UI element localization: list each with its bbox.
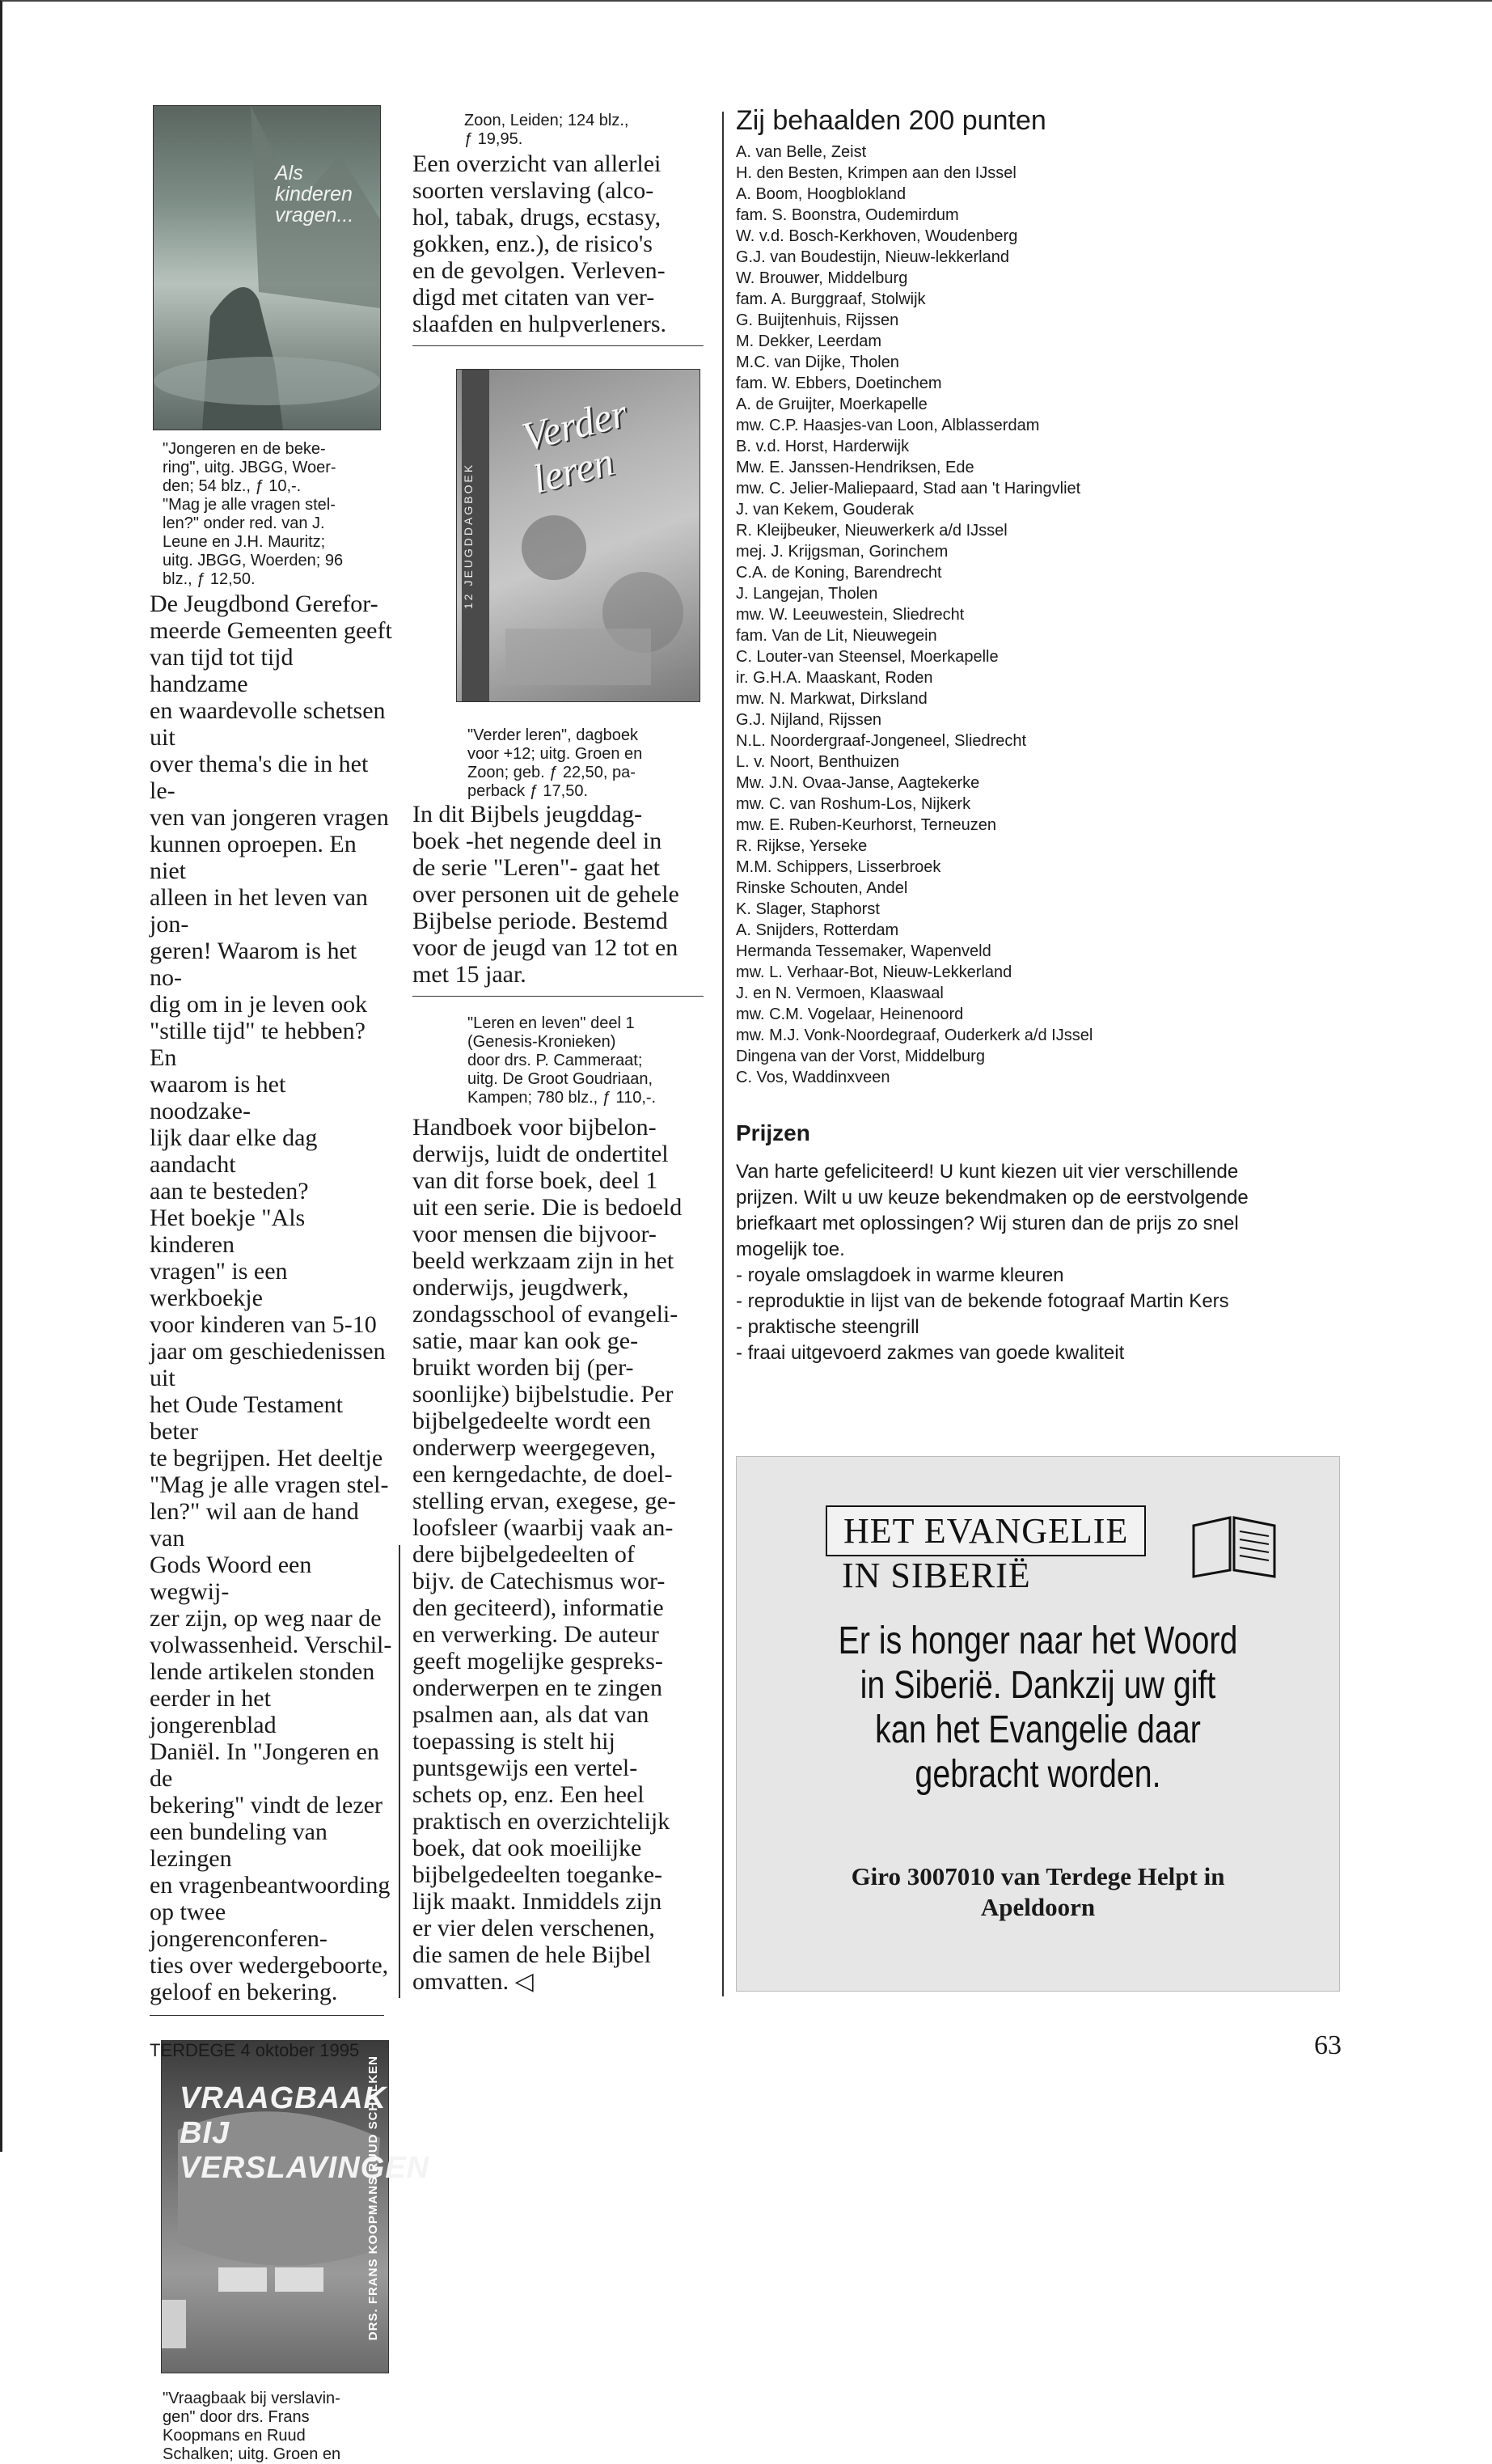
text-line: de serie "Leren"- gaat het bbox=[412, 854, 660, 881]
text-line: "stille tijd" te hebben? En bbox=[150, 1018, 366, 1071]
text-line: schets op, enz. Een heel bbox=[412, 1781, 645, 1808]
text-line: mw. C.P. Haasjes-van Loon, Alblasserdam bbox=[736, 417, 1040, 434]
caption-line: "Mag je alle vragen stel- bbox=[163, 496, 336, 514]
text-line: hol, tabak, drugs, ecstasy, bbox=[412, 204, 661, 231]
text-line: De Jeugdbond Gerefor- bbox=[150, 591, 378, 617]
column-2 bbox=[412, 112, 704, 1995]
text-line: slaafden en hulpverleners. bbox=[412, 311, 667, 337]
text-line: mw. C.M. Vogelaar, Heinenoord bbox=[736, 1005, 964, 1023]
top-caption bbox=[464, 112, 704, 149]
text-line: C.A. de Koning, Barendrecht bbox=[736, 564, 942, 582]
ad-main-text bbox=[791, 1619, 1285, 1797]
book-cover-als-kinderen-vragen bbox=[153, 105, 381, 430]
text-line: J. Langejan, Tholen bbox=[736, 585, 878, 603]
caption-line: uitg. De Groot Goudriaan, bbox=[467, 1070, 653, 1088]
article-body-2c bbox=[412, 1114, 704, 1995]
text-line: mogelijk toe. bbox=[736, 1238, 845, 1260]
caption-line: den; 54 blz., ƒ 10,-. bbox=[163, 477, 302, 495]
ad-headline-line1: HET EVANGELIE bbox=[826, 1505, 1146, 1556]
text-line: met 15 jaar. bbox=[412, 961, 526, 988]
text-line: een bundeling van lezingen bbox=[150, 1818, 328, 1872]
text-line: - royale omslagdoek in warme kleuren bbox=[736, 1264, 1064, 1286]
book-cover-verder-leren bbox=[456, 369, 700, 702]
article-body-1 bbox=[150, 591, 392, 2005]
text-line: over personen uit de gehele bbox=[412, 881, 679, 908]
text-line: het Oude Testament beter bbox=[150, 1391, 343, 1445]
ad-headline-line2: IN SIBERIË bbox=[842, 1556, 1031, 1595]
text-line: digd met citaten van ver- bbox=[412, 284, 655, 311]
text-line: A. Boom, Hoogblokland bbox=[736, 185, 907, 203]
text-line: geren! Waarom is het no- bbox=[150, 938, 357, 991]
text-line: len?" wil aan de hand van bbox=[150, 1498, 359, 1552]
text-line: geeft mogelijke gespreks- bbox=[412, 1648, 663, 1674]
text-line: van tijd tot tijd handzame bbox=[150, 644, 294, 697]
cover-series-label: 12 JEUGDDAGBOEK bbox=[462, 370, 489, 701]
text-line: - praktische steengrill bbox=[736, 1316, 919, 1338]
ad-main-line: kan het Evangelie daar bbox=[875, 1708, 1201, 1751]
ad-giro-line: Apeldoorn bbox=[980, 1893, 1096, 1921]
text-line: mw. W. Leeuwestein, Sliedrecht bbox=[736, 606, 965, 624]
text-line: mw. N. Markwat, Dirksland bbox=[736, 690, 928, 708]
caption-line: "Jongeren en de beke- bbox=[163, 440, 326, 458]
footer-publication: TERDEGE 4 oktober 1995 bbox=[150, 2040, 360, 2060]
caption-line: gen" door drs. Frans bbox=[163, 2408, 310, 2426]
cover-caption-verder bbox=[467, 726, 704, 801]
text-line: er vier delen verschenen, bbox=[412, 1915, 655, 1941]
winners-heading: Zij behaalden 200 punten bbox=[736, 105, 1046, 136]
text-line: loofsleer (waarbij vaak an- bbox=[412, 1514, 674, 1541]
cover-title: VRAAGBAAK BIJ VERSLAVINGEN bbox=[180, 2081, 430, 2185]
text-line: prijzen. Wilt u uw keuze bekendmaken op de eerstvolgende bbox=[736, 1187, 1249, 1209]
text-line: toepassing is stelt hij bbox=[412, 1728, 615, 1755]
article-body-2a bbox=[412, 150, 704, 337]
text-line: voor mensen die bijvoor- bbox=[412, 1221, 657, 1247]
text-line: kunnen oproepen. En niet bbox=[150, 831, 357, 884]
text-line: zondagsschool of evangeli- bbox=[412, 1301, 678, 1327]
caption-line: "Vraagbaak bij verslavin- bbox=[163, 2390, 340, 2407]
text-line: mw. E. Ruben-Keurhorst, Terneuzen bbox=[736, 816, 997, 834]
text-line: M. Dekker, Leerdam bbox=[736, 332, 882, 350]
text-line: onderwijs, jeugdwerk, bbox=[412, 1274, 629, 1301]
text-line: W. v.d. Bosch-Kerkhoven, Woudenberg bbox=[736, 227, 1018, 245]
text-line: bruikt worden bij (per- bbox=[412, 1354, 634, 1381]
cover-authors: DRS. FRANS KOOPMANS RUUD SCHALKEN bbox=[366, 2055, 380, 2340]
text-line: bekering" vindt de lezer bbox=[150, 1792, 383, 1818]
text-line: Bijbelse periode. Bestemd bbox=[412, 908, 668, 934]
text-line: mw. C. van Roshum-Los, Nijkerk bbox=[736, 795, 971, 813]
text-line: en vragenbeantwoording bbox=[150, 1872, 391, 1899]
text-line: Rinske Schouten, Andel bbox=[736, 879, 908, 897]
caption-line: ƒ 19,95. bbox=[464, 130, 523, 148]
prizes-heading: Prijzen bbox=[736, 1120, 810, 1145]
text-line: J. en N. Vermoen, Klaaswaal bbox=[736, 984, 944, 1002]
text-line: L. v. Noort, Benthuizen bbox=[736, 753, 899, 771]
open-book-icon bbox=[1190, 1514, 1279, 1578]
text-line: J. van Kekem, Gouderak bbox=[736, 501, 915, 519]
text-line: fam. A. Burggraaf, Stolwijk bbox=[736, 290, 926, 308]
caption-line: blz., ƒ 12,50. bbox=[163, 570, 256, 588]
text-line: zer zijn, op weg naar de bbox=[150, 1605, 382, 1632]
text-line: R. Kleijbeuker, Nieuwerkerk a/d IJssel bbox=[736, 522, 1008, 540]
text-line: bijv. de Catechismus wor- bbox=[412, 1568, 666, 1594]
cover-title: Als kinderen vragen... bbox=[275, 162, 354, 227]
text-line: derwijs, luidt de ondertitel bbox=[412, 1141, 669, 1167]
caption-line: Zoon, Leiden; 124 blz., bbox=[464, 112, 629, 129]
caption-line: Zoon; geb. ƒ 22,50, pa- bbox=[467, 764, 636, 781]
caption-line: voor +12; uitg. Groen en bbox=[467, 745, 643, 763]
text-line: voor de jeugd van 12 tot en bbox=[412, 934, 678, 961]
text-line: A. van Belle, Zeist bbox=[736, 143, 867, 161]
text-line: K. Slager, Staphorst bbox=[736, 900, 880, 918]
text-line: G.J. Nijland, Rijssen bbox=[736, 711, 882, 729]
book-cover-vraagbaak bbox=[161, 2040, 430, 2373]
text-line: uit een serie. Die is bedoeld bbox=[412, 1194, 683, 1221]
text-line: M.M. Schippers, Lisserbroek bbox=[736, 858, 941, 876]
text-line: op twee jongerenconferen- bbox=[150, 1899, 328, 1952]
text-line: van dit forse boek, deel 1 bbox=[412, 1167, 658, 1194]
text-line: Daniël. In "Jongeren en de bbox=[150, 1738, 379, 1792]
text-line: en verwerking. De auteur bbox=[412, 1621, 659, 1648]
caption-line: ring", uitg. JBGG, Woer- bbox=[163, 459, 336, 476]
text-line: stelling ervan, exegese, ge- bbox=[412, 1488, 676, 1514]
text-line: een kerngedachte, de doel- bbox=[412, 1461, 673, 1488]
column-rule bbox=[722, 112, 724, 1996]
text-line: H. den Besten, Krimpen aan den IJssel bbox=[736, 164, 1017, 182]
text-line: boek, dat ook moeilijke bbox=[412, 1835, 642, 1861]
winners-list bbox=[736, 142, 1334, 1088]
text-line: Het boekje "Als kinderen bbox=[150, 1204, 306, 1258]
ad-giro-text bbox=[737, 1861, 1339, 1923]
text-line: ties over wedergeboorte, bbox=[150, 1952, 389, 1979]
text-line: omvatten. ◁ bbox=[412, 1968, 534, 1995]
ad-main-line: in Siberië. Dankzij uw gift bbox=[860, 1664, 1216, 1707]
text-line: Handboek voor bijbelon- bbox=[412, 1114, 657, 1141]
text-line: G. Buijtenhuis, Rijssen bbox=[736, 311, 899, 329]
text-line: voor kinderen van 5-10 bbox=[150, 1311, 377, 1338]
cover-title: Verder leren bbox=[517, 389, 632, 502]
divider bbox=[412, 345, 704, 346]
text-line: Een overzicht van allerlei bbox=[412, 150, 661, 177]
text-line: N.L. Noordergraaf-Jongeneel, Sliedrecht bbox=[736, 732, 1027, 750]
caption-line: perback ƒ 17,50. bbox=[467, 782, 588, 800]
text-line: en de gevolgen. Verleven- bbox=[412, 257, 666, 284]
text-line: gokken, enz.), de risico's bbox=[412, 231, 653, 257]
caption-line: uitg. JBGG, Woerden; 96 bbox=[163, 552, 344, 569]
text-line: praktisch en overzichtelijk bbox=[412, 1808, 670, 1835]
text-line: W. Brouwer, Middelburg bbox=[736, 269, 908, 287]
text-line: Van harte gefeliciteerd! U kunt kiezen uit vier verschillende bbox=[736, 1161, 1239, 1183]
text-line: "Mag je alle vragen stel- bbox=[150, 1471, 389, 1498]
caption-line: Leune en J.H. Mauritz; bbox=[163, 533, 326, 551]
text-line: Gods Woord een wegwij- bbox=[150, 1552, 312, 1605]
ad-headline bbox=[826, 1505, 1206, 1596]
text-line: mej. J. Krijgsman, Gorinchem bbox=[736, 543, 949, 561]
caption-line: "Verder leren", dagboek bbox=[467, 726, 639, 744]
text-line: A. de Gruijter, Moerkapelle bbox=[736, 396, 928, 413]
text-line: fam. W. Ebbers, Doetinchem bbox=[736, 375, 942, 392]
cover-illustration bbox=[154, 106, 380, 430]
text-line: G.J. van Boudestijn, Nieuw-lekkerland bbox=[736, 248, 1009, 266]
text-line: onderwerp weergegeven, bbox=[412, 1434, 656, 1461]
text-line: R. Rijkse, Yerseke bbox=[736, 837, 868, 855]
text-line: jaar om geschiedenissen uit bbox=[150, 1338, 386, 1391]
text-line: onderwerpen en te zingen bbox=[412, 1674, 663, 1701]
text-line: bijbelgedeelte wordt een bbox=[412, 1408, 651, 1434]
divider bbox=[150, 2015, 384, 2016]
ad-giro-line: Giro 3007010 van Terdege Helpt in bbox=[851, 1862, 1225, 1890]
text-line: over thema's die in het le- bbox=[150, 751, 369, 804]
article-body-2b bbox=[412, 801, 704, 988]
text-line: - fraai uitgevoerd zakmes van goede kwaliteit bbox=[736, 1342, 1125, 1364]
text-line: mw. C. Jelier-Maliepaard, Stad aan 't Haringvliet bbox=[736, 480, 1081, 497]
ad-main-line: Er is honger naar het Woord bbox=[838, 1619, 1238, 1662]
text-line: dere bijbelgedeelten of bbox=[412, 1541, 635, 1568]
text-line: waarom is het noodzake- bbox=[150, 1071, 286, 1124]
page-number: 63 bbox=[1314, 2030, 1342, 2060]
text-line: A. Snijders, Rotterdam bbox=[736, 921, 899, 939]
text-line: boek -het negende deel in bbox=[412, 828, 662, 854]
text-line: den geciteerd), informatie bbox=[412, 1594, 664, 1621]
caption-line: len?" onder red. van J. bbox=[163, 514, 325, 532]
text-line: B. v.d. Horst, Harderwijk bbox=[736, 438, 910, 455]
text-line: In dit Bijbels jeugddag- bbox=[412, 801, 643, 828]
text-line: dig om in je leven ook bbox=[150, 991, 368, 1018]
advertisement-evangelie-siberie bbox=[736, 1456, 1340, 1992]
text-line: ir. G.H.A. Maaskant, Roden bbox=[736, 669, 933, 687]
text-line: C. Vos, Waddinxveen bbox=[736, 1069, 890, 1086]
cover-caption-1 bbox=[163, 440, 392, 589]
text-line: C. Louter-van Steensel, Moerkapelle bbox=[736, 648, 999, 666]
text-line: satie, maar kan ook ge- bbox=[412, 1327, 639, 1354]
text-line: lijk maakt. Inmiddels zijn bbox=[412, 1888, 662, 1915]
text-line: Dingena van der Vorst, Middelburg bbox=[736, 1048, 985, 1065]
divider bbox=[412, 996, 704, 997]
column-rule bbox=[399, 1545, 400, 1998]
text-line: beeld werkzaam zijn in het bbox=[412, 1247, 674, 1274]
caption-line: Schalken; uitg. Groen en bbox=[163, 2445, 341, 2463]
text-line: vragen" is een werkboekje bbox=[150, 1258, 288, 1311]
column-3 bbox=[736, 105, 1334, 1366]
column-1 bbox=[150, 105, 430, 2464]
text-line: fam. S. Boonstra, Oudemirdum bbox=[736, 206, 959, 224]
text-line: bijbelgedeelten toeganke- bbox=[412, 1861, 663, 1888]
caption-line: Koopmans en Ruud bbox=[163, 2427, 306, 2445]
text-line: - reproduktie in lijst van de bekende fotograaf Martin Kers bbox=[736, 1290, 1229, 1312]
text-line: puntsgewijs een vertel- bbox=[412, 1755, 638, 1781]
text-line: en waardevolle schetsen uit bbox=[150, 697, 386, 751]
text-line: soonlijke) bijbelstudie. Per bbox=[412, 1381, 674, 1408]
caption-line: "Leren en leven" deel 1 bbox=[467, 1014, 635, 1032]
text-line: psalmen aan, als dat van bbox=[412, 1701, 649, 1728]
ad-main-line: gebracht worden. bbox=[915, 1753, 1161, 1796]
cover-caption-2 bbox=[163, 2390, 392, 2464]
text-line: alleen in het leven van jon- bbox=[150, 884, 368, 938]
text-line: mw. L. Verhaar-Bot, Nieuw-Lekkerland bbox=[736, 963, 1012, 981]
text-line: die samen de hele Bijbel bbox=[412, 1941, 651, 1968]
text-line: mw. M.J. Vonk-Noordegraaf, Ouderkerk a/d IJssel bbox=[736, 1027, 1093, 1044]
text-line: meerde Gemeenten geeft bbox=[150, 617, 392, 644]
text-line: fam. Van de Lit, Nieuwegein bbox=[736, 627, 937, 645]
caption-leren-en-leven bbox=[467, 1014, 704, 1107]
caption-line: (Genesis-Kronieken) bbox=[467, 1033, 616, 1051]
text-line: lende artikelen stonden bbox=[150, 1658, 375, 1685]
text-line: eerder in het jongerenblad bbox=[150, 1685, 277, 1738]
text-line: Mw. J.N. Ovaa-Janse, Aagtekerke bbox=[736, 774, 980, 792]
text-line: Hermanda Tessemaker, Wapenveld bbox=[736, 942, 991, 960]
text-line: lijk daar elke dag aandacht bbox=[150, 1124, 318, 1178]
text-line: Mw. E. Janssen-Hendriksen, Ede bbox=[736, 459, 974, 476]
text-line: volwassenheid. Verschil- bbox=[150, 1632, 392, 1658]
text-line: te begrijpen. Het deeltje bbox=[150, 1445, 383, 1471]
text-line: briefkaart met oplossingen? Wij sturen dan de prijs zo snel bbox=[736, 1213, 1239, 1234]
text-line: aan te besteden? bbox=[150, 1178, 309, 1204]
text-line: ven van jongeren vragen bbox=[150, 804, 389, 831]
caption-line: door drs. P. Cammeraat; bbox=[467, 1052, 643, 1069]
text-line: geloof en bekering. bbox=[150, 1979, 338, 2005]
text-line: soorten verslaving (alco- bbox=[412, 177, 654, 204]
text-line: M.C. van Dijke, Tholen bbox=[736, 354, 899, 371]
caption-line: Kampen; 780 blz., ƒ 110,-. bbox=[467, 1089, 657, 1107]
prizes-text bbox=[736, 1159, 1334, 1366]
